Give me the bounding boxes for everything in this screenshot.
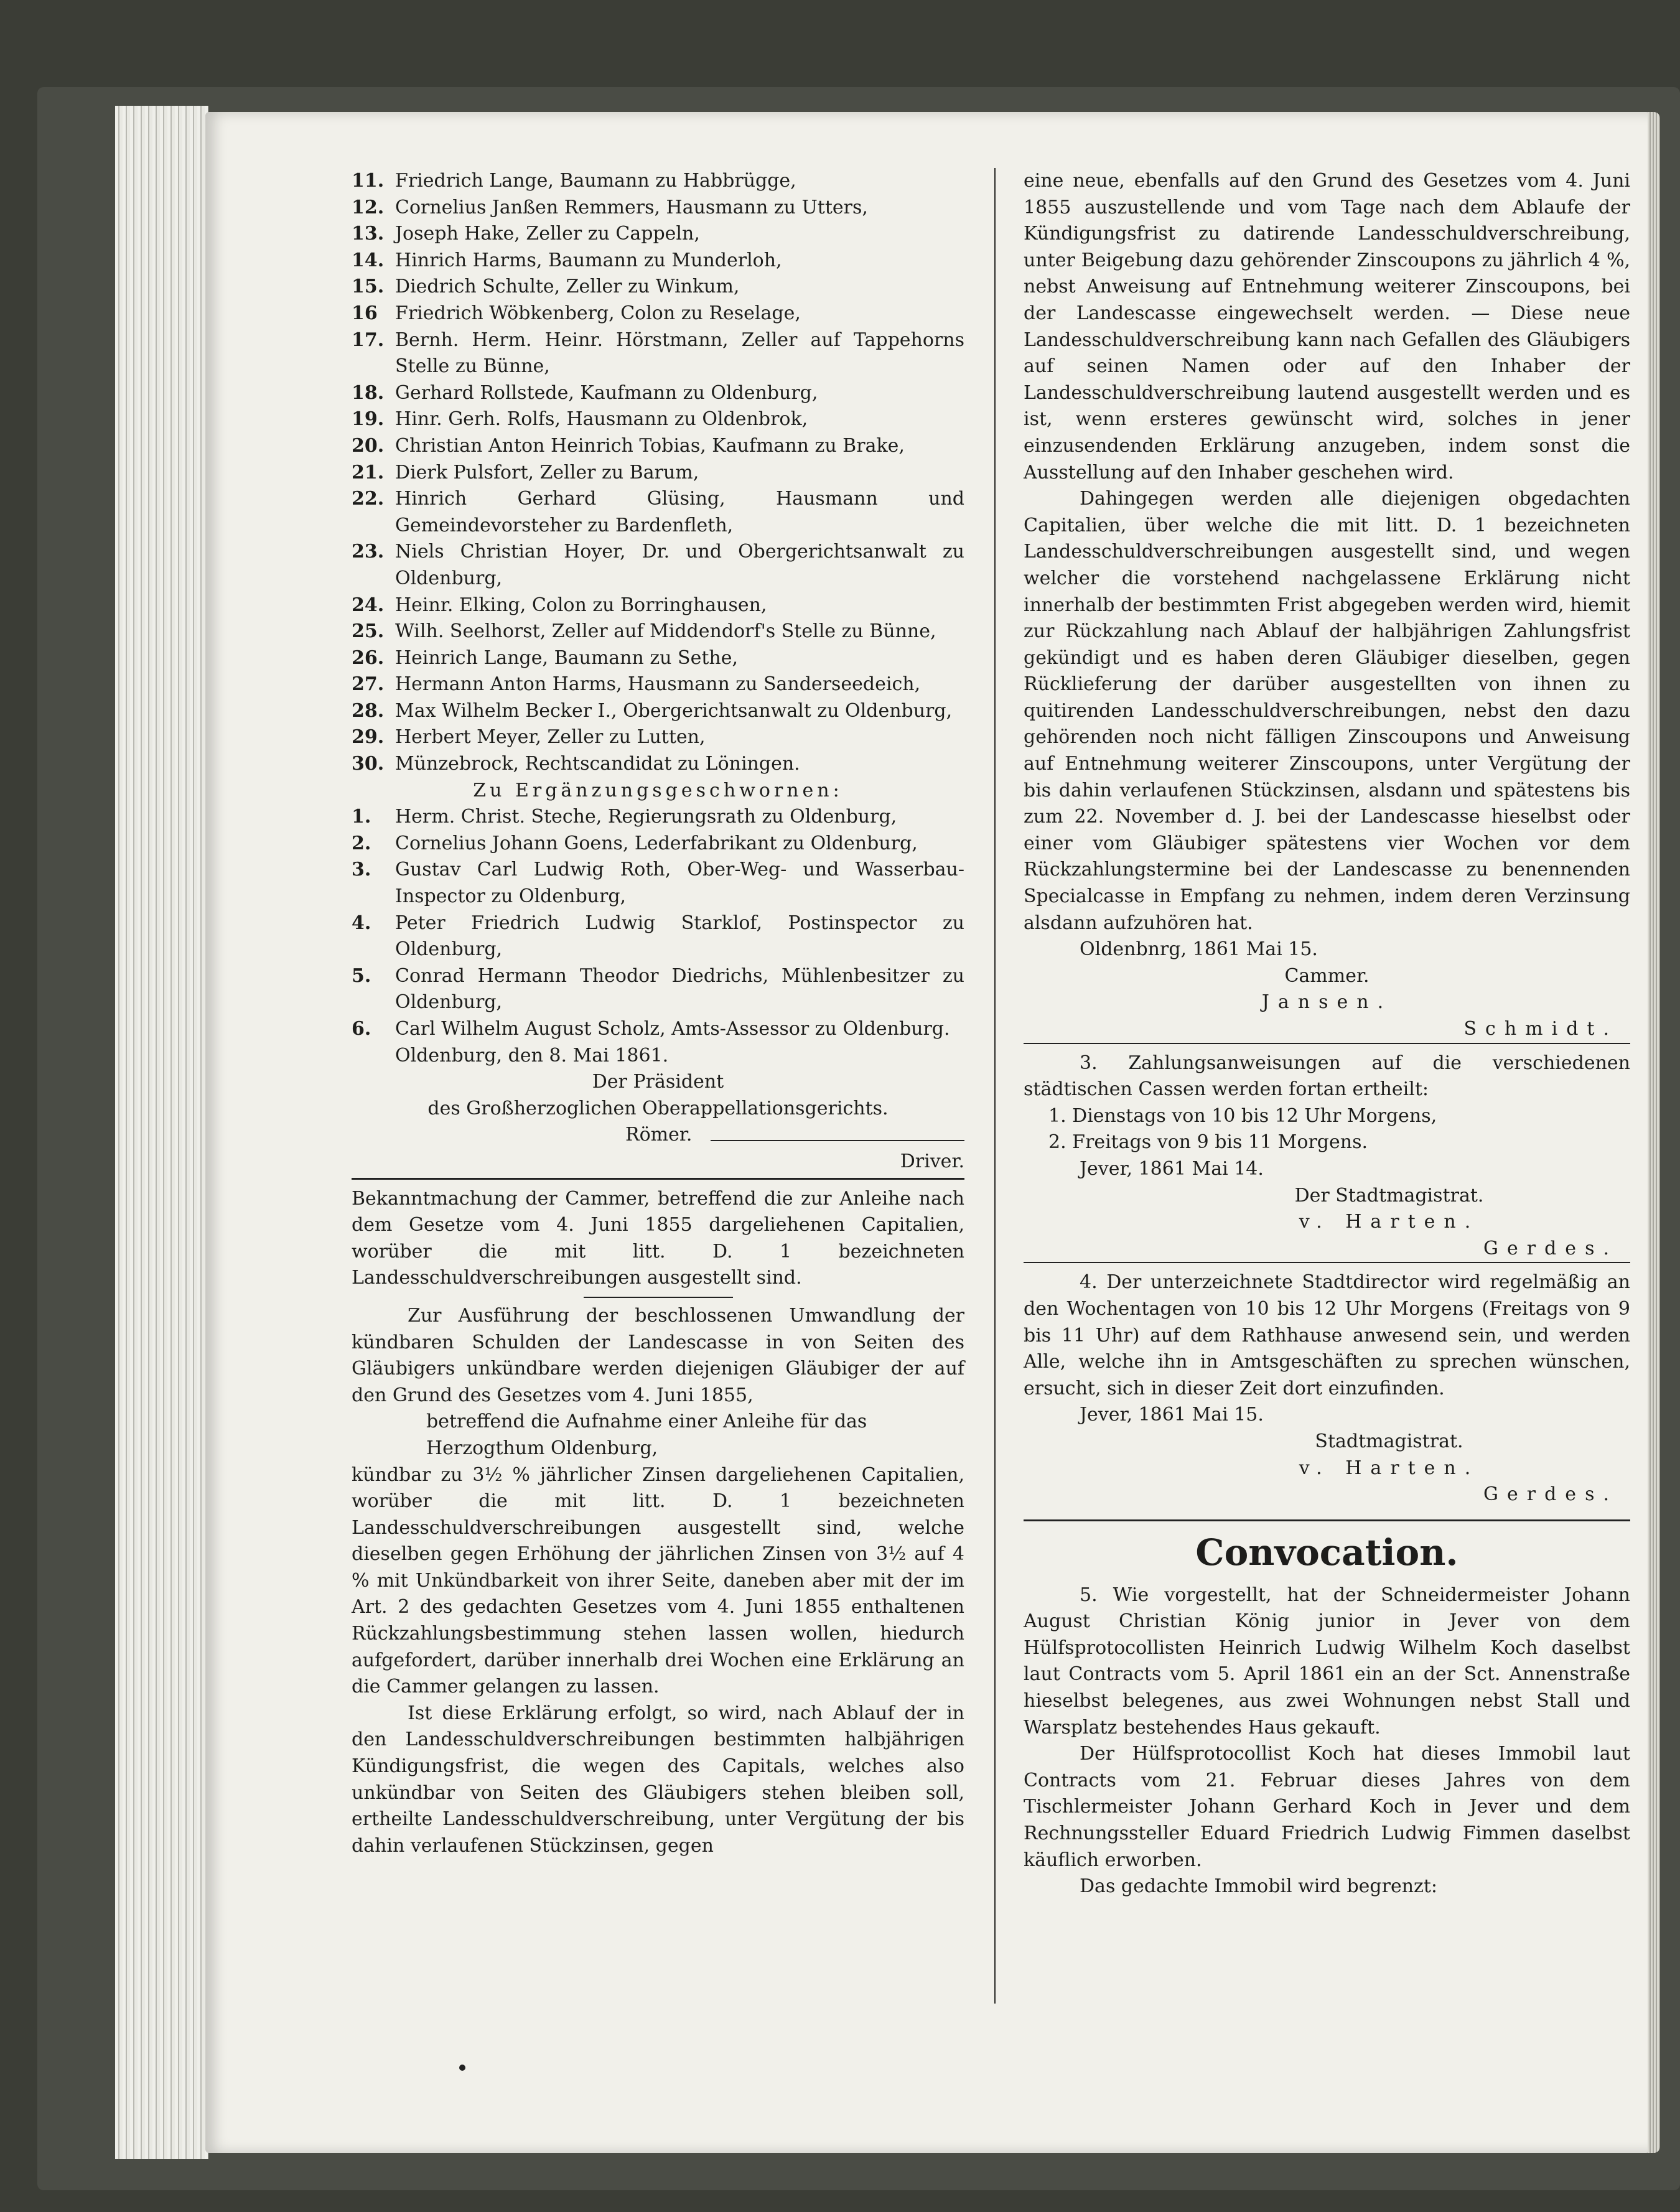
magistrate-signature: Gerdes.	[1024, 1236, 1630, 1264]
entry-number: 6.	[352, 1018, 371, 1040]
juror-list	[352, 168, 964, 778]
notice-3: 3. Zahlungsanweisungen auf die verschiedenen städtischen Cassen werden fortan ertheilt:	[1024, 1052, 1630, 1101]
page-stack-edge	[115, 106, 208, 2159]
entry-text: Friedrich Wöbkenberg, Colon zu Reselage,	[395, 302, 801, 324]
signatory-title: Der Präsident	[592, 1071, 724, 1093]
notice-4: 4. Der unterzeichnete Stadtdirector wird regelmäßig an den Wochentagen von 10 bis 12 Uhr Morgens (Freitags von 9 bis 11 Uhr) auf dem Rathhause anwesend sein, und werden Alle, welche ihn in Amtsgeschäften zu sprechen wünschen, ersucht, sich in dieser Zeit dort einzufinden.	[1024, 1271, 1630, 1399]
entry-text: Gerhard Rollstede, Kaufmann zu Oldenburg,	[395, 381, 818, 404]
supplementary-entry	[352, 1016, 964, 1043]
schedule-item: 2. Freitags von 9 bis 11 Morgens.	[1048, 1131, 1368, 1154]
entry-number: 16	[352, 302, 378, 324]
entry-number: 3.	[352, 859, 371, 881]
cammer-signature: Schmidt.	[1024, 1016, 1630, 1044]
juror-entry	[352, 301, 964, 327]
column-divider	[994, 168, 996, 2004]
entry-number: 14.	[352, 249, 385, 271]
entry-number: 5.	[352, 964, 371, 987]
announcement-paragraph: Dahingegen werden alle diejenigen obgedachten Capitalien, über welche die mit litt. D. 1 bezeichneten Landesschuldverschreibungen ausgestellt sind, und wegen welcher die vorstehend nachgelassene Erklärung nicht innerhalb der bestimmten Frist abgegeben werden wird, hiemit zur Rückzahlung nach Ablauf der halbjährigen Zahlungsfrist gekündigt und es haben deren Gläubiger dieselben, gegen Rücklieferung der darüber ausgestellten von ihnen zu quitirenden Landesschuldverschreibungen, nebst den dazu gehörenden noch nicht fälligen Zinscoupons und Anweisung auf Entnehmung weiterer Zinscoupons, unter Vergütung der bis dahin verlaufenen Stückzinsen, alsdann und spätestens bis zum 22. November d. J. bei der Landescasse hieselbst oder einer vom Gläubiger spätestens vier Wochen vor dem Rückzahlungstermine bei der Landescasse zu benennenden Specialcasse in Empfang zu nehmen, indem deren Verzinsung alsdann aufzuhören hat.	[1024, 488, 1630, 934]
entry-text: Joseph Hake, Zeller zu Cappeln,	[395, 223, 700, 245]
juror-entry	[352, 671, 964, 698]
entry-number: 12.	[352, 196, 385, 218]
entry-number: 4.	[352, 912, 371, 934]
juror-entry	[352, 724, 964, 751]
ink-speck	[459, 2065, 465, 2071]
entry-text: Hinrich Gerhard Glüsing, Hausmann und Gemeindevorsteher zu Bardenfleth,	[395, 488, 964, 536]
entry-number: 11.	[352, 170, 385, 192]
magistrate-name: v. Harten.	[1299, 1457, 1480, 1479]
left-column	[352, 168, 964, 1859]
page-right-edge	[1648, 112, 1660, 2153]
entry-text: Max Wilhelm Becker I., Obergerichtsanwalt zu Oldenburg,	[395, 699, 953, 722]
notice-5: 5. Wie vorgestellt, hat der Schneidermeister Johann August Christian König junior in Jever von dem Hülfsprotocollisten Heinrich Ludwig Wilhelm Koch daselbst laut Contracts vom 5. April 1861 ein an der Sct. Annenstraße hieselbst belegenes, aus zwei Wohnungen nebst Stall und Warsplatz bestehendes Haus gekauft.	[1024, 1584, 1630, 1738]
title-rule	[584, 1297, 733, 1298]
juror-entry	[352, 539, 964, 592]
announcement-paragraph: Ist diese Erklärung erfolgt, so wird, nach Ablauf der in den Landesschuldverschreibungen bestimmten halbjährigen Kündigungsfrist, die wegen des Capitals, welches also unkündbar von Seiten des Gläubigers stehen bleiben soll, ertheilte Landesschuldverschreibung, unter Vergütung der bis dahin verlaufenen Stückzinsen, gegen	[352, 1702, 964, 1857]
entry-text: Heinr. Elking, Colon zu Borringhausen,	[395, 594, 767, 616]
entry-text: Münzebrock, Rechtscandidat zu Löningen.	[395, 753, 800, 775]
entry-number: 13.	[352, 223, 385, 245]
entry-text: Hermann Anton Harms, Hausmann zu Sanderseedeich,	[395, 673, 921, 696]
entry-number: 19.	[352, 408, 385, 431]
juror-entry	[352, 248, 964, 274]
entry-number: 29.	[352, 726, 385, 749]
schedule-item: 1. Dienstags von 10 bis 12 Uhr Morgens,	[1048, 1104, 1437, 1127]
juror-entry	[352, 751, 964, 778]
section-rule	[352, 1178, 964, 1180]
entry-number: 27.	[352, 673, 385, 696]
entry-text: Dierk Pulsfort, Zeller zu Barum,	[395, 461, 699, 483]
entry-number: 2.	[352, 832, 371, 854]
notice-5-paragraph: Der Hülfsprotocollist Koch hat dieses Immobil laut Contracts vom 21. Februar dieses Jahres von dem Tischlermeister Johann Gerhard Koch in Jever und dem Rechnungssteller Eduard Friedrich Ludwig Fimmen daselbst käuflich erworben.	[1024, 1743, 1630, 1871]
magistrate-office: Der Stadtmagistrat.	[1294, 1184, 1484, 1206]
supplementary-entry	[352, 857, 964, 910]
entry-number: 22.	[352, 488, 385, 510]
cammer-name: Jansen.	[1261, 991, 1393, 1014]
signature-rule	[711, 1140, 964, 1141]
notice-5-paragraph: Das gedachte Immobil wird begrenzt:	[1080, 1875, 1438, 1898]
juror-entry	[352, 618, 964, 645]
magistrate-name: v. Harten.	[1299, 1211, 1480, 1233]
right-column	[1024, 168, 1630, 1900]
juror-entry	[352, 327, 964, 380]
juror-entry	[352, 195, 964, 222]
jever-dateline: Jever, 1861 Mai 14.	[1080, 1157, 1264, 1180]
announcement-paragraph: Zur Ausführung der beschlossenen Umwandlung der kündbaren Schulden der Landescasse in von Seiten des Gläubigers unkündbare werden diejenigen Gläubiger der auf den Grund des Gesetzes vom 4. Juni 1855,	[352, 1304, 964, 1406]
entry-text: Peter Friedrich Ludwig Starklof, Postinspector zu Oldenburg,	[395, 912, 964, 961]
clerk-name: Driver.	[900, 1150, 964, 1172]
entry-text: Gustav Carl Ludwig Roth, Ober-Weg- und Wasserbau-Inspector zu Oldenburg,	[395, 859, 964, 908]
entry-text: Diedrich Schulte, Zeller zu Winkum,	[395, 276, 740, 298]
supplementary-entry	[352, 910, 964, 963]
entry-number: 24.	[352, 594, 385, 616]
entry-text: Hinrich Harms, Baumann zu Munderloh,	[395, 249, 782, 271]
entry-number: 25.	[352, 620, 385, 643]
juror-entry	[352, 221, 964, 248]
jever-dateline: Jever, 1861 Mai 15.	[1080, 1404, 1264, 1426]
juror-entry	[352, 486, 964, 539]
entry-text: Christian Anton Heinrich Tobias, Kaufmann zu Brake,	[395, 434, 905, 457]
juror-entry	[352, 645, 964, 672]
announcement-law-reference: betreffend die Aufnahme einer Anleihe für das Herzogthum Oldenburg,	[426, 1411, 867, 1459]
juror-entry	[352, 406, 964, 433]
supplementary-entry	[352, 831, 964, 857]
cammer-label: Cammer.	[1284, 964, 1370, 987]
announcement-title: Bekanntmachung der Cammer, betreffend die zur Anleihe nach dem Gesetze vom 4. Juni 1855 dargeliehenen Capitalien, worüber die mit litt. D. 1 bezeichneten Landesschuldverschreibungen ausgestellt sind.	[352, 1187, 964, 1289]
entry-number: 1.	[352, 806, 371, 828]
juror-entry	[352, 698, 964, 725]
entry-number: 20.	[352, 434, 385, 457]
entry-number: 28.	[352, 699, 385, 722]
entry-text: Herbert Meyer, Zeller zu Lutten,	[395, 726, 706, 749]
supplementary-entry	[352, 963, 964, 1016]
entry-number: 21.	[352, 461, 385, 483]
entry-text: Herm. Christ. Steche, Regierungsrath zu Oldenburg,	[395, 806, 897, 828]
juror-entry	[352, 592, 964, 619]
signatory-row	[352, 1122, 964, 1149]
entry-number: 26.	[352, 646, 385, 669]
court-dateline: Oldenburg, den 8. Mai 1861.	[395, 1044, 669, 1066]
announcement-continuation: eine neue, ebenfalls auf den Grund des Gesetzes vom 4. Juni 1855 auszustellende und vom Tage nach dem Ablaufe der Kündigungsfrist zu datirende Landesschuldverschreibung, unter Beigebung dazu gehörender Zinscoupons zu jährlich 4 %, nebst Anweisung auf Entnehmung weiterer Zinscoupons, bei der Landescasse eingewechselt werden. — Diese neue Landesschuldverschreibung kann nach Gefallen des Gläubigers auf seinen Namen oder auf den Inhaber der Landesschuldverschreibung lautend ausgestellt werden und es ist, wenn ersteres gewünscht wird, solches in jener einzusendenden Erklärung anzugeben, indem sonst die Ausstellung auf den Inhaber geschehen wird.	[1024, 170, 1630, 483]
announcement-paragraph: kündbar zu 3½ % jährlicher Zinsen dargeliehenen Capitalien, worüber die mit litt. D. 1 bezeichneten Landesschuldverschreibungen ausgestellt sind, welche dieselben gegen Erhöhung der jährlichen Zinsen von 3½ auf 4 % mit Unkündbarkeit von ihrer Seite, daneben aber mit der im Art. 2 des gedachten Gesetzes vom 4. Juni 1855 enthaltenen Rückzahlungsbestimmung stehen lassen wollen, hiedurch aufgefordert, darüber innerhalb drei Wochen eine Erklärung an die Cammer gelangen zu lassen.	[352, 1463, 964, 1698]
juror-entry	[352, 433, 964, 460]
juror-entry	[352, 380, 964, 407]
entry-number: 17.	[352, 329, 385, 351]
entry-text: Cornelius Janßen Remmers, Hausmann zu Utters,	[395, 196, 868, 218]
supplementary-heading: Zu Ergänzungsgeschwornen:	[473, 779, 843, 801]
cammer-dateline: Oldenbnrg, 1861 Mai 15.	[1080, 938, 1318, 961]
convocation-heading: Convocation.	[1195, 1531, 1458, 1574]
section-rule	[1024, 1519, 1630, 1521]
entry-text: Heinrich Lange, Baumann zu Sethe,	[395, 646, 738, 669]
magistrate-office: Stadtmagistrat.	[1315, 1430, 1463, 1452]
entry-number: 30.	[352, 753, 385, 775]
entry-text: Wilh. Seelhorst, Zeller auf Middendorf's Stelle zu Bünne,	[395, 620, 936, 643]
entry-text: Bernh. Herm. Heinr. Hörstmann, Zeller auf Tappehorns Stelle zu Bünne,	[395, 329, 964, 378]
entry-text: Niels Christian Hoyer, Dr. und Obergerichtsanwalt zu Oldenburg,	[395, 541, 964, 589]
juror-entry	[352, 168, 964, 195]
entry-text: Conrad Hermann Theodor Diedrichs, Mühlenbesitzer zu Oldenburg,	[395, 964, 964, 1014]
entry-text: Carl Wilhelm August Scholz, Amts-Assessor zu Oldenburg.	[395, 1018, 950, 1040]
juror-entry	[352, 274, 964, 301]
magistrate-signature: Gerdes.	[1483, 1483, 1618, 1506]
juror-entry	[352, 460, 964, 487]
entry-number: 18.	[352, 381, 385, 404]
entry-text: Hinr. Gerh. Rolfs, Hausmann zu Oldenbrok,	[395, 408, 808, 431]
supplementary-list	[352, 804, 964, 1042]
entry-text: Cornelius Johann Goens, Lederfabrikant zu Oldenburg,	[395, 832, 918, 854]
entry-number: 23.	[352, 541, 385, 563]
signatory-name: Römer.	[625, 1124, 693, 1146]
entry-number: 15.	[352, 276, 385, 298]
supplementary-entry	[352, 804, 964, 831]
entry-text: Friedrich Lange, Baumann zu Habbrügge,	[395, 170, 796, 192]
signatory-court: des Großherzoglichen Oberappellationsgerichts.	[427, 1097, 889, 1119]
